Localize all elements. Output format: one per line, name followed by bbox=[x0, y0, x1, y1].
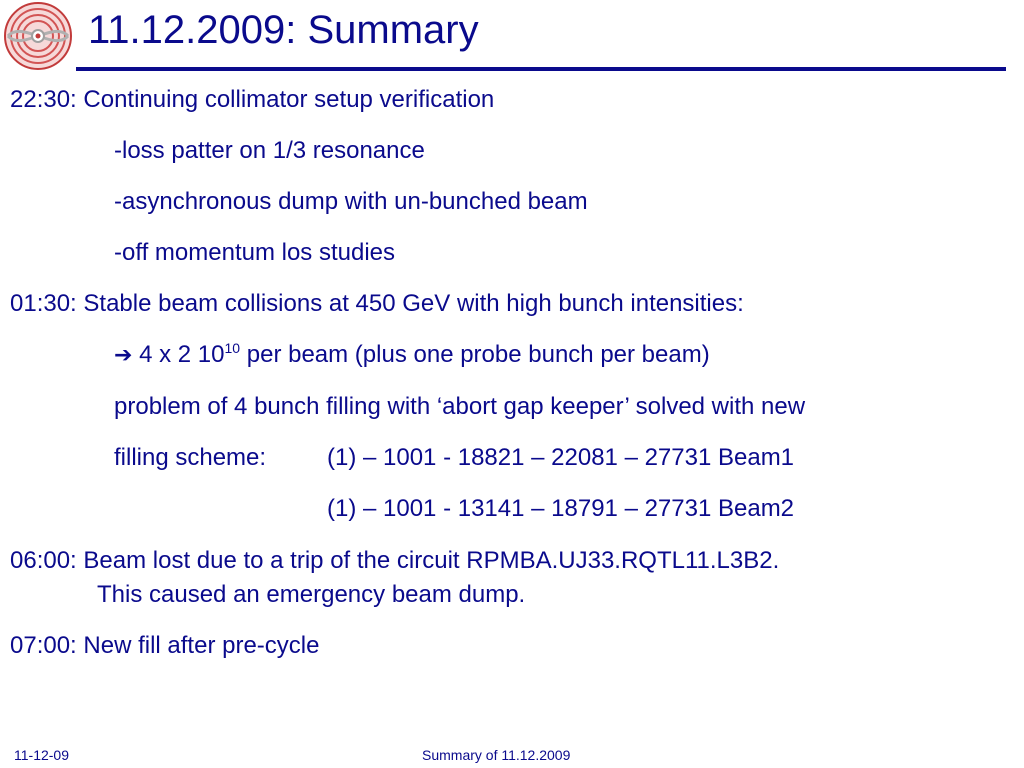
filling-scheme-beam2: (1) – 1001 - 13141 – 18791 – 27731 Beam2 bbox=[327, 495, 795, 522]
sub-item-off-momentum: -off momentum los studies bbox=[114, 239, 396, 266]
entry-0600: 06:00: Beam lost due to a trip of the circuit RPMBA.UJ33.RQTL11.L3B2. bbox=[10, 547, 780, 574]
right-arrow-icon: ➔ bbox=[114, 342, 133, 367]
sub-item-async-dump: -asynchronous dump with un-bunched beam bbox=[114, 188, 588, 215]
intensity-exponent: 10 bbox=[224, 340, 241, 356]
intensity-text-cont: per beam (plus one probe bunch per beam) bbox=[240, 341, 710, 368]
entry-2230: 22:30: Continuing collimator setup verification bbox=[10, 86, 495, 113]
intensity-text: 4 x 2 10 bbox=[132, 341, 225, 368]
filling-scheme-beam1: (1) – 1001 - 18821 – 22081 – 27731 Beam1 bbox=[327, 444, 795, 471]
sub-item-loss-pattern: -loss patter on 1/3 resonance bbox=[114, 137, 425, 164]
footer-date: 11-12-09 bbox=[14, 747, 70, 763]
filling-problem-line: problem of 4 bunch filling with ‘abort gap keeper’ solved with new bbox=[114, 393, 806, 420]
beam-intensity-line bbox=[114, 341, 710, 369]
entry-0700: 07:00: New fill after pre-cycle bbox=[10, 632, 320, 659]
page-title: 11.12.2009: Summary bbox=[88, 8, 479, 52]
lhc-logo-icon bbox=[2, 0, 74, 72]
filling-scheme-label: filling scheme: bbox=[114, 444, 267, 471]
entry-0600-cont: This caused an emergency beam dump. bbox=[97, 581, 526, 608]
entry-0130: 01:30: Stable beam collisions at 450 GeV with high bunch intensities: bbox=[10, 290, 744, 317]
footer-title: Summary of 11.12.2009 bbox=[422, 747, 571, 763]
title-divider bbox=[76, 67, 1006, 71]
